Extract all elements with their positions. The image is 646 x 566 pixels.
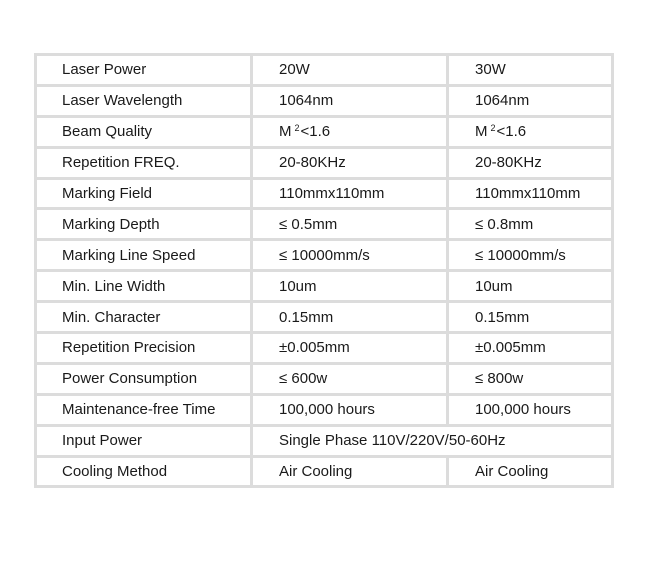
row-label: Marking Line Speed xyxy=(37,241,250,269)
table-row xyxy=(37,303,611,331)
row-label: Laser Wavelength xyxy=(37,87,250,115)
value-rest: <1.6 xyxy=(496,123,527,141)
row-label: Beam Quality xyxy=(37,118,250,146)
table-row xyxy=(37,334,611,362)
row-label: Laser Power xyxy=(37,56,250,84)
value-superscript: 2 xyxy=(490,123,496,134)
value-30w: 100,000 hours xyxy=(449,396,611,424)
value-30w: ±0.005mm xyxy=(449,334,611,362)
row-label: Marking Depth xyxy=(37,210,250,238)
row-label: Min. Line Width xyxy=(37,272,250,300)
value-30w: 0.15mm xyxy=(449,303,611,331)
value-20w: 1064nm xyxy=(253,87,446,115)
value-30w: 30W xyxy=(449,56,611,84)
table-row xyxy=(37,118,611,146)
spec-table xyxy=(34,53,614,488)
row-label: Input Power xyxy=(37,427,250,455)
row-label: Repetition FREQ. xyxy=(37,149,250,177)
table-row xyxy=(37,458,611,486)
table-row xyxy=(37,365,611,393)
value-20w: ≤ 10000mm/s xyxy=(253,241,446,269)
value-20w xyxy=(253,118,446,146)
table-row xyxy=(37,272,611,300)
value-30w: 20-80KHz xyxy=(449,149,611,177)
value-base: M xyxy=(475,123,488,141)
row-label: Min. Character xyxy=(37,303,250,331)
row-label: Maintenance-free Time xyxy=(37,396,250,424)
value-30w: 1064nm xyxy=(449,87,611,115)
value-20w: 10um xyxy=(253,272,446,300)
table-row xyxy=(37,427,611,455)
value-superscript: 2 xyxy=(294,123,300,134)
row-label: Repetition Precision xyxy=(37,334,250,362)
value-merged: Single Phase 110V/220V/50-60Hz xyxy=(253,427,611,455)
value-20w: ±0.005mm xyxy=(253,334,446,362)
row-label: Marking Field xyxy=(37,180,250,208)
value-20w: 0.15mm xyxy=(253,303,446,331)
row-label: Cooling Method xyxy=(37,458,250,486)
value-30w: ≤ 0.8mm xyxy=(449,210,611,238)
value-30w: 110mmx110mm xyxy=(449,180,611,208)
row-label: Power Consumption xyxy=(37,365,250,393)
value-rest: <1.6 xyxy=(300,123,331,141)
value-base: M xyxy=(279,123,292,141)
value-20w: ≤ 600w xyxy=(253,365,446,393)
value-30w: ≤ 10000mm/s xyxy=(449,241,611,269)
table-row xyxy=(37,210,611,238)
table-row xyxy=(37,180,611,208)
value-20w: 110mmx110mm xyxy=(253,180,446,208)
value-20w: 20W xyxy=(253,56,446,84)
value-20w: 100,000 hours xyxy=(253,396,446,424)
value-20w: ≤ 0.5mm xyxy=(253,210,446,238)
value-30w xyxy=(449,118,611,146)
value-30w: ≤ 800w xyxy=(449,365,611,393)
table-row xyxy=(37,241,611,269)
value-20w: 20-80KHz xyxy=(253,149,446,177)
table-row xyxy=(37,87,611,115)
table-row xyxy=(37,149,611,177)
value-30w: 10um xyxy=(449,272,611,300)
table-row xyxy=(37,56,611,84)
value-20w: Air Cooling xyxy=(253,458,446,486)
value-30w: Air Cooling xyxy=(449,458,611,486)
table-row xyxy=(37,396,611,424)
